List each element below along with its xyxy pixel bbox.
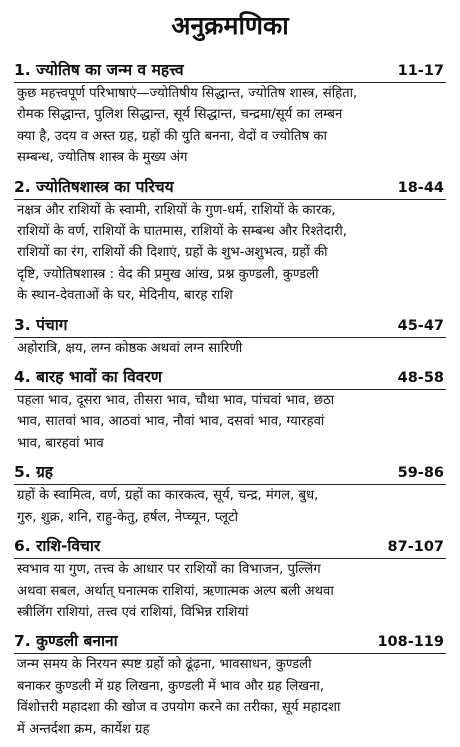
section-text-line: विंशोत्तरी महादशा की खोज व उपयोग करने का तरीका, सूर्य महादशा bbox=[17, 700, 341, 716]
section-text-line: में अन्तर्दशा क्रम, कार्येश ग्रह bbox=[17, 721, 150, 737]
section-text-line: जन्म समय के निरयन स्पष्ट ग्रहों को ढूंढ़ना, भावसाधन, कुण्डली bbox=[17, 657, 312, 673]
section-heading: 1. ज्योतिष का जन्म व महत्त्व bbox=[14, 61, 184, 79]
contents-page bbox=[14, 8, 446, 746]
section-heading: 4. बारह भावों का विवरण bbox=[14, 368, 162, 387]
toc-section-1 bbox=[14, 58, 446, 169]
section-text-line: के स्थान-देवताओं के घर, मेदिनीय, बारह राशि bbox=[17, 288, 233, 304]
section-text-line: स्त्रीलिंग राशियां, तत्त्व एवं राशियां, विभिन्न राशियां bbox=[17, 604, 249, 620]
section-text-line: ग्रहों के स्वामित्व, वर्ण, ग्रहों का कारकत्व, सूर्य, चन्द्र, मंगल, बुध, bbox=[17, 488, 319, 504]
section-text-line: नक्षत्र और राशियों के स्वामी, राशियों के गुण-धर्म, राशियों के कारक, bbox=[17, 202, 336, 218]
toc-section-3 bbox=[14, 313, 446, 359]
page-range: 45-47 bbox=[397, 317, 444, 334]
toc-section-4 bbox=[14, 365, 446, 454]
page-title: अनुक्रमणिका bbox=[171, 11, 289, 40]
toc-section-6 bbox=[14, 534, 446, 623]
section-text-line: राशियों के वर्ण, राशियों के घातमास, राशियों के सम्बन्ध और रिश्तेदारी, bbox=[17, 224, 347, 240]
section-text-line: अथवा सबल, अर्थात् घनात्मक राशियां, ऋणात्मक अल्प बली अथवा bbox=[17, 583, 334, 599]
section-heading: 3. पंचाग bbox=[14, 315, 68, 334]
section-text-line: रोमक सिद्धान्त, पुलिश सिद्धान्त, सूर्य सिद्धान्त, चन्द्रमा/सूर्य का लम्बन bbox=[17, 107, 343, 123]
toc-section-5 bbox=[14, 460, 446, 528]
section-text-line: कुछ महत्त्वपूर्ण परिभाषाएं—ज्योतिषीय सिद्धान्त, ज्योतिष शास्त्र, संहिता, bbox=[17, 86, 358, 101]
section-heading-row bbox=[14, 629, 446, 654]
section-text-line: गुरु, शुक्र, शनि, राहु-केतु, हर्षल, नेप्च्यून, प्लूटो bbox=[17, 509, 239, 525]
section-text-line: दृष्टि, ज्योतिषशास्त्र : वेद की प्रमुख आंख, प्रश्न कुण्डली, कुण्डली bbox=[17, 266, 319, 282]
section-text-line: भाव, बारहवां भाव bbox=[17, 435, 104, 451]
page-range: 48-58 bbox=[397, 370, 444, 387]
section-text-line: पहला भाव, दूसरा भाव, तीसरा भाव, चौथा भाव, पांचवां भाव, छठा bbox=[17, 393, 335, 409]
section-heading: 7. कुण्डली बनाना bbox=[14, 632, 118, 651]
section-heading-row bbox=[14, 365, 446, 390]
section-heading: 2. ज्योतिषशास्त्र का परिचय bbox=[14, 177, 174, 196]
page-range: 59-86 bbox=[397, 465, 444, 482]
section-text-line: क्या है, उदय व अस्त ग्रह, ग्रहों की युति बनना, वेदों व ज्योतिष का bbox=[17, 128, 327, 144]
section-heading-row bbox=[14, 313, 446, 338]
section-text-line: राशियों का रंग, राशियों की दिशाएं, ग्रहों के शुभ-अशुभत्व, ग्रहों की bbox=[17, 245, 328, 261]
section-text-line: स्वभाव या गुण, तत्त्व के आधार पर राशियों का विभाजन, पुल्लिंग bbox=[17, 562, 321, 578]
page-range: 87-107 bbox=[387, 539, 444, 556]
section-heading-row bbox=[14, 58, 446, 83]
section-heading-row bbox=[14, 460, 446, 485]
section-heading: 5. ग्रह bbox=[14, 463, 54, 482]
section-text-line: अहोरात्रि, क्षय, लग्न कोष्ठक अथवां लग्न सारिणी bbox=[17, 340, 243, 356]
toc-section-7 bbox=[14, 629, 446, 740]
section-text-line: बनाकर कुण्डली में ग्रह लिखना, कुण्डली में भाव और ग्रह लिखना, bbox=[17, 678, 325, 694]
page-range: 11-17 bbox=[397, 63, 444, 79]
page-range: 108-119 bbox=[377, 634, 444, 651]
toc-section-2 bbox=[14, 175, 446, 307]
page-range: 18-44 bbox=[397, 179, 444, 196]
section-heading-row bbox=[14, 534, 446, 559]
section-heading: 6. राशि-विचार bbox=[14, 537, 101, 556]
section-heading-row bbox=[14, 175, 446, 200]
section-text-line: सम्बन्ध, ज्योतिष शास्त्र के मुख्य अंग bbox=[17, 150, 188, 166]
section-text-line: भाव, सातवां भाव, आठवां भाव, नौवां भाव, दसवां भाव, ग्यारहवां bbox=[17, 414, 325, 430]
